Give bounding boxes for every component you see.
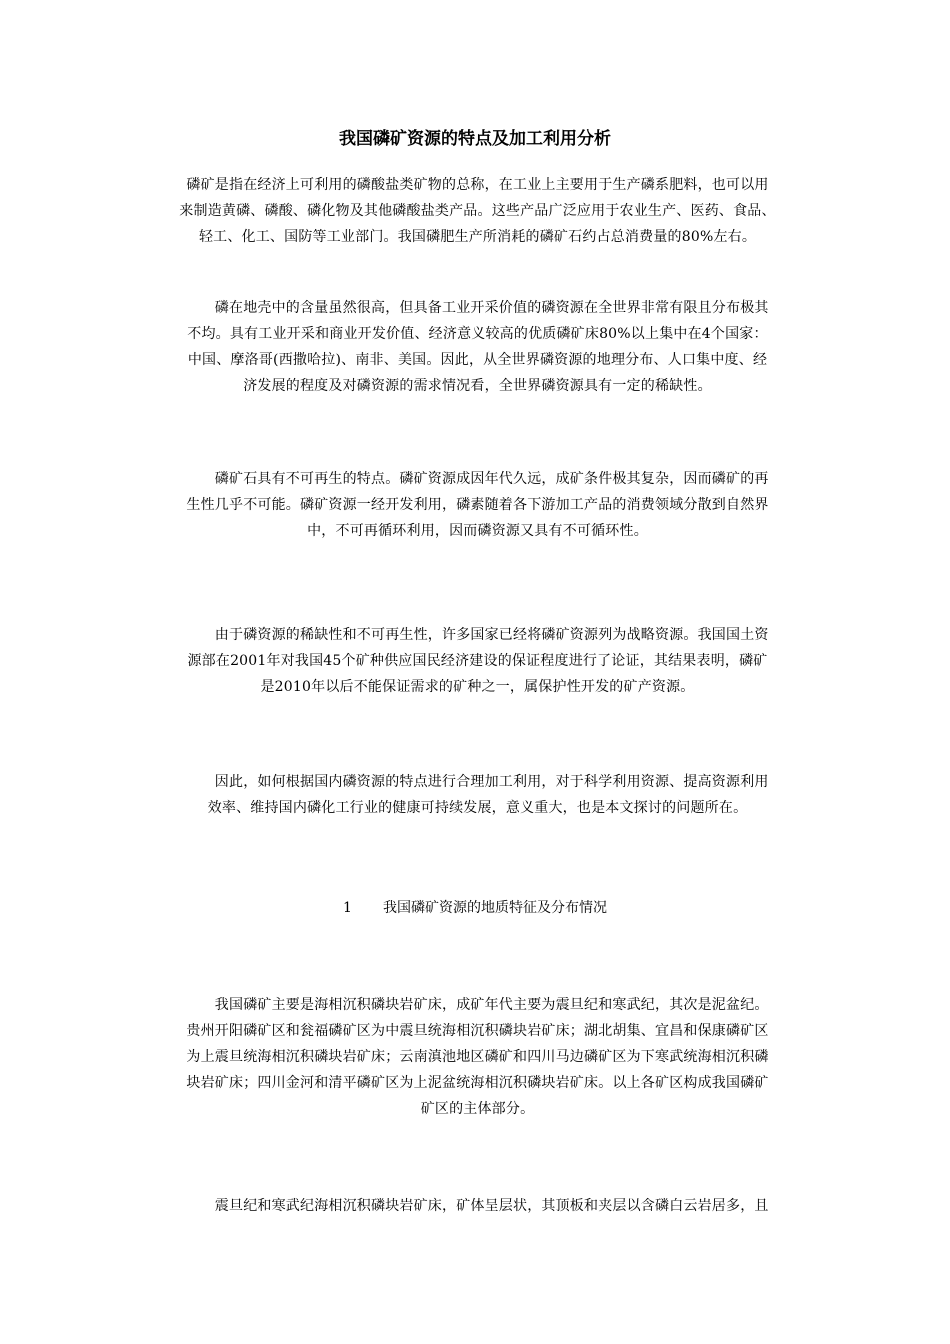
paragraph-line: 济发展的程度及对磷资源的需求情况看，全世界磷资源具有一定的稀缺性。 [243,378,712,394]
paragraph-line: 源部在2001年对我国45个矿种供应国民经济建设的保证程度进行了论证，其结果表明，磷矿 [187,653,768,669]
paragraph-6 [145,992,810,1122]
paragraph-5 [145,769,810,821]
paragraph-line: 为上震旦统海相沉积磷块岩矿床；云南滇池地区磷矿和四川马边磷矿区为下寒武统海相沉积磷 [186,1049,769,1065]
paragraph-1 [145,172,810,250]
paragraph-line: 效率、维持国内磷化工行业的健康可持续发展，意义重大，也是本文探讨的问题所在。 [207,800,748,816]
paragraph-2 [145,295,810,399]
paragraph-line: 震旦纪和寒武纪海相沉积磷块岩矿床，矿体呈层状，其顶板和夹层以含磷白云岩居多，且 [186,1198,769,1214]
paragraph-3 [145,466,810,544]
paragraph-line: 块岩矿床；四川金河和清平磷矿区为上泥盆统海相沉积磷块岩矿床。以上各矿区构成我国磷矿 [186,1075,769,1091]
paragraph-line: 磷矿是指在经济上可利用的磷酸盐类矿物的总称，在工业上主要用于生产磷系肥料，也可以用 [186,177,769,193]
section-number: 1 [343,900,352,916]
paragraph-line: 矿区的主体部分。 [420,1101,535,1117]
paragraph-line: 轻工、化工、国防等工业部门。我国磷肥生产所消耗的磷矿石约占总消费量的80%左右。 [198,229,757,245]
paragraph-7 [145,1193,810,1219]
paragraph-line: 我国磷矿主要是海相沉积磷块岩矿床，成矿年代主要为震旦纪和寒武纪，其次是泥盆纪。 [186,997,769,1013]
paragraph-line: 来制造黄磷、磷酸、磷化物及其他磷酸盐类产品。这些产品广泛应用于农业生产、医药、食品、 [179,203,776,219]
paragraph-line: 由于磷资源的稀缺性和不可再生性，许多国家已经将磷矿资源列为战略资源。我国国土资 [186,627,769,643]
section-heading [0,896,950,920]
paragraph-line: 贵州开阳磷矿区和瓮福磷矿区为中震旦统海相沉积磷块岩矿床；湖北胡集、宜昌和保康磷矿区 [186,1023,769,1039]
section-title: 我国磷矿资源的地质特征及分布情况 [383,900,607,916]
paragraph-line: 磷矿石具有不可再生的特点。磷矿资源成因年代久远，成矿条件极其复杂，因而磷矿的再 [186,471,769,487]
paragraph-line: 磷在地壳中的含量虽然很高，但具备工业开采价值的磷资源在全世界非常有限且分布极其 [186,300,769,316]
paragraph-4 [145,622,810,700]
document-title: 我国磷矿资源的特点及加工利用分析 [339,129,611,149]
paragraph-line: 因此，如何根据国内磷资源的特点进行合理加工利用，对于科学利用资源、提高资源利用 [186,774,769,790]
paragraph-line: 生性几乎不可能。磷矿资源一经开发利用，磷素随着各下游加工产品的消费领域分散到自然界 [186,497,769,513]
paragraph-line: 中国、摩洛哥(西撒哈拉)、南非、美国。因此，从全世界磷资源的地理分布、人口集中度、经 [187,352,768,368]
paragraph-line: 中，不可再循环利用，因而磷资源又具有不可循环性。 [307,523,648,539]
paragraph-line: 不均。具有工业开采和商业开发价值、经济意义较高的优质磷矿床80%以上集中在4个国家： [187,326,768,342]
paragraph-line: 是2010年以后不能保证需求的矿种之一，属保护性开发的矿产资源。 [260,679,695,695]
